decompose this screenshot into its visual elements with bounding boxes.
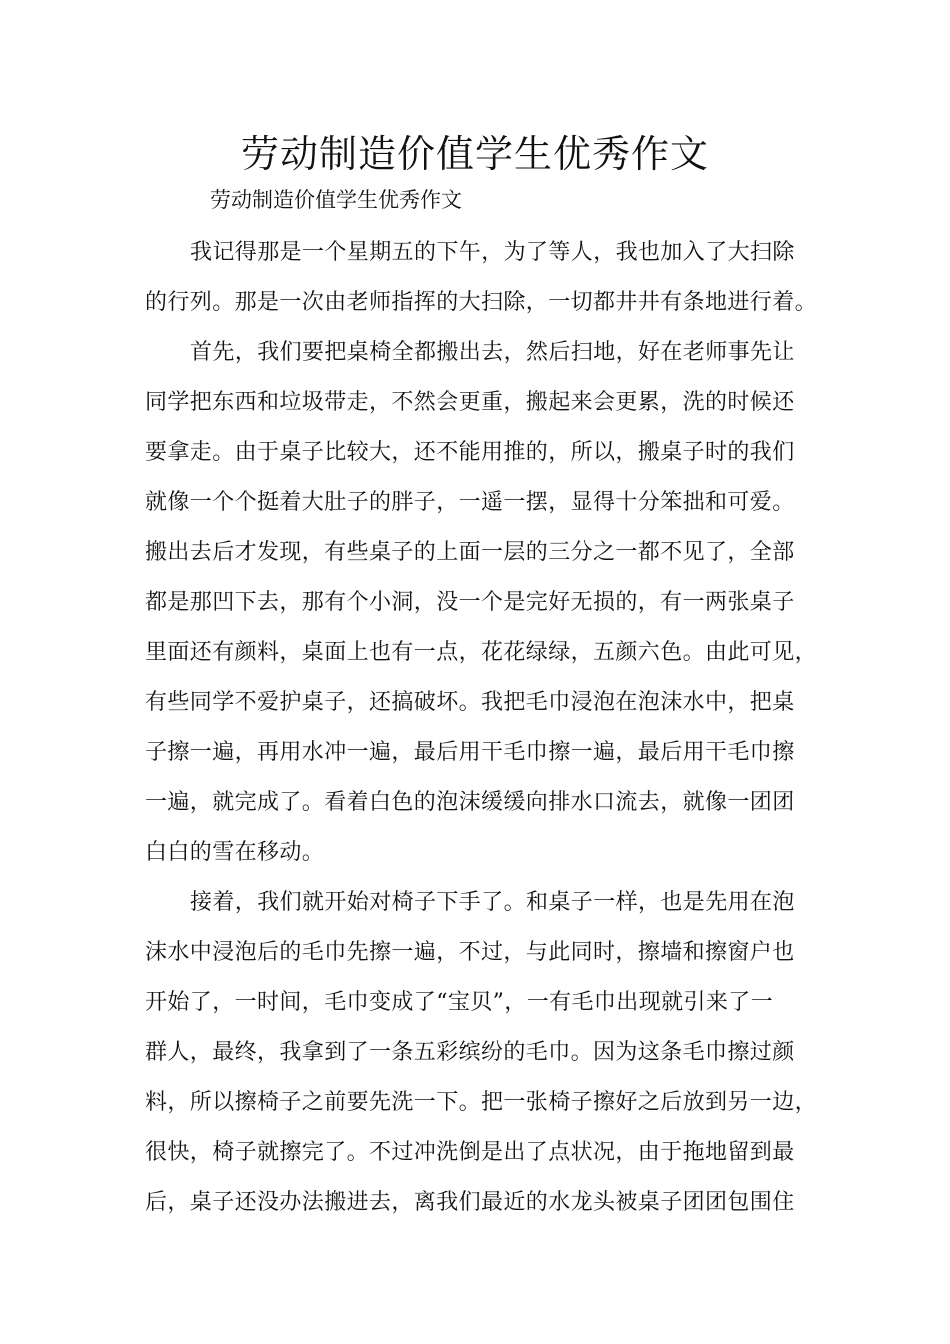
text-line: 要拿走。由于桌子比较大，还不能用推的，所以，搬桌子时的我们 bbox=[145, 440, 795, 465]
document-subtitle: 劳动制造价值学生优秀作文 bbox=[210, 188, 462, 212]
text-line: 开始了，一时间，毛巾变成了“宝贝”，一有毛巾出现就引来了一 bbox=[145, 990, 774, 1015]
text-line: 首先，我们要把桌椅全都搬出去，然后扫地，好在老师事先让 bbox=[190, 340, 795, 365]
text-line: 很快，椅子就擦完了。不过冲洗倒是出了点状况，由于拖地留到最 bbox=[145, 1140, 795, 1165]
text-line: 都是那凹下去，那有个小洞，没一个是完好无损的，有一两张桌子 bbox=[145, 590, 795, 615]
text-line: 后，桌子还没办法搬进去，离我们最近的水龙头被桌子团团包围住 bbox=[145, 1190, 795, 1215]
text-line: 我记得那是一个星期五的下午，为了等人，我也加入了大扫除 bbox=[190, 240, 795, 265]
text-line: 一遍，就完成了。看着白色的泡沫缓缓向排水口流去，就像一团团 bbox=[145, 790, 795, 815]
text-line: 搬出去后才发现，有些桌子的上面一层的三分之一都不见了，全部 bbox=[145, 540, 795, 565]
text-line: 子擦一遍，再用水冲一遍，最后用干毛巾擦一遍，最后用干毛巾擦 bbox=[145, 740, 795, 765]
text-line: 白白的雪在移动。 bbox=[145, 840, 325, 865]
text-line: 群人，最终，我拿到了一条五彩缤纷的毛巾。因为这条毛巾擦过颜 bbox=[145, 1040, 795, 1065]
text-line: 料，所以擦椅子之前要先洗一下。把一张椅子擦好之后放到另一边， bbox=[145, 1090, 818, 1115]
text-line: 里面还有颜料，桌面上也有一点，花花绿绿，五颜六色。由此可见， bbox=[145, 640, 818, 665]
document-body bbox=[145, 228, 835, 1228]
text-line: 有些同学不爱护桌子，还搞破坏。我把毛巾浸泡在泡沫水中，把桌 bbox=[145, 690, 795, 715]
text-line: 就像一个个挺着大肚子的胖子，一遥一摆，显得十分笨拙和可爱。 bbox=[145, 490, 795, 515]
text-line: 同学把东西和垃圾带走，不然会更重，搬起来会更累，洗的时候还 bbox=[145, 390, 795, 415]
text-line: 接着，我们就开始对椅子下手了。和桌子一样，也是先用在泡 bbox=[190, 890, 795, 915]
document-title: 劳动制造价值学生优秀作文 bbox=[240, 132, 709, 176]
text-line: 的行列。那是一次由老师指挥的大扫除，一切都井井有条地进行着。 bbox=[145, 290, 818, 315]
text-line: 沫水中浸泡后的毛巾先擦一遍，不过，与此同时，擦墙和擦窗户也 bbox=[145, 940, 795, 965]
